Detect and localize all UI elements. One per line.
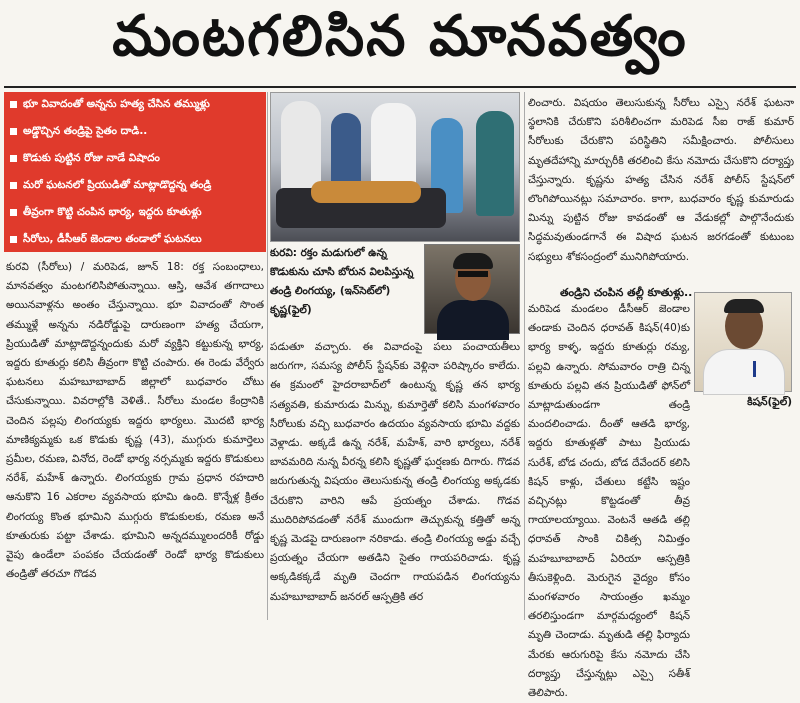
highlight-item [10, 179, 260, 192]
article-text: పడుతూ వచ్చారు. ఈ వివాదంపై పలు పంచాయతీలు జరుగగా, సమస్య పోలీస్ స్టేషన్‌కు వెళ్లినా పరిష్కారం కాలేదు. ఈ క్రమంలో హైదరాబాద్‌లో ఉంటున్న కృష్ణ తన భార్య సత్యవతి, కుమారుడు మిన్ను, కుమార్తెతో కలిసి మంగళవారం సీరోలుకు వచ్చి బుధవారం ఉదయం వ్యవసాయ భూమి వద్దకు వెళ్లాడు. అక్కడే ఉన్న నరేశ్, మహేశ్, వారి భార్యలు, నరేశ్ బావమరిది నున్న వీరన్న కలిసి కృష్ణతో ఘర్షణకు దిగారు. గొడవ జరుగుతున్న విషయం తెలుసుకున్న తండ్రి లింగయ్య అక్కడకు చేరుకొని వారిని ఆపే ప్రయత్నం చేశాడు. గొడవ ముదిరిపోవడంతో నరేశ్ ముందుగా తెచ్చుకున్న కత్తితో అన్న కృష్ణ మెడపై దారుణంగా నరికాడు. తండ్రి లింగయ్య అడ్డు వచ్చే ప్రయత్నం చేయగా అతడిని సైతం గాయపరిచాడు. కృష్ణ అక్కడికక్కడే మృతి చెందగా గాయపడిన లింగయ్యను మహబూబాబాద్ జనరల్ ఆస్పత్రికి తర [270, 341, 520, 603]
highlight-text: మరో ఘటనలో ప్రియుడితో మాట్లాడొద్దన్న తండ్రి [23, 179, 212, 191]
page-title: మంటగలిసిన మానవత్వం [112, 3, 688, 69]
article-column-2 [270, 338, 520, 620]
highlight-text: కొడుకు పుట్టిన రోజు నాడే విషాదం [23, 152, 160, 164]
photo-hair [453, 253, 493, 269]
article-column-3b-top [528, 300, 690, 700]
article-text: కురవి (సీరోలు) / మరిపెడ, జూన్ 18: రక్త సంబంధాలు, మానవత్వం మంటగలిసిపోతున్నాయి. ఆస్తి, ఆవేశ తగాదాలు అయినవాళ్లను అంతం చేస్తున్నాయి. భూ వివాదంతో సొంత తమ్ముళ్లే అన్నను నడిరోడ్డుపై దారుణంగా హత్య చేయగా, ప్రియుడితో మాట్లాడొద్దన్నందుకు మరో వ్యక్తిని కట్టుకున్న భార్య, ఇద్దరు కూతుర్లు కలిసి తీవ్రంగా కొట్టి చంపారు. ఈ రెండు వేర్వేరు ఘటనలు మహబూబాబాద్ జిల్లాలో బుధవారం చోటు చేసుకున్నాయి. వివరాల్లోకి వెళితే.. సీరోలు మండల కేంద్రానికి చెందిన పల్లపు లింగయ్యకు ఇద్దరు భార్యలు. మొదటి భార్య మాణిక్యమ్మకు ఒక కొడుకు కృష్ణ (43), ముగ్గురు కుమార్తెలు ప్రమీల, రమణ, వినోద, రెండో భార్య నర్సమ్మకు ఇద్దరు కొడుకులు నరేశ్, మహేశ్ ఉన్నారు. లింగయ్యకు గ్రామ ప్రధాన రహదారి ఆనుకొని 16 ఎకరాల వ్యవసాయ భూమి ఉంది. కొన్నేళ్ల క్రితం లింగయ్య కొంత భూమిని ముగ్గురు కొడుకులకు, రమణ అనే కూతురుకు పట్టా చేశాడు. భూమిని అన్నదమ్ములందరికీ రోడ్డు వైపు ఉండేలా పంపకం చేయడంతో రెండో భార్య కొడుకులు తండ్రితో తరచూ గొడవ [6, 261, 264, 581]
photo-kishan [694, 292, 792, 392]
column-divider [267, 92, 268, 620]
sub-heading: తండ్రిని చంపిన తల్లీ కూతుళ్లు.. [560, 286, 693, 299]
highlight-item [10, 206, 260, 219]
highlight-item [10, 233, 260, 246]
highlight-text: సీరోలు, డీసీఆర్ జెండాల తండాలో ఘటనలు [23, 233, 202, 245]
column-divider [524, 92, 525, 620]
bullet-icon [10, 182, 17, 189]
photo-glasses [458, 271, 488, 277]
highlight-text: భూ వివాదంతో అన్నను హత్య చేసిన తమ్ముళ్లు [23, 98, 210, 110]
highlight-text: అడ్డొచ్చిన తండ్రిపై సైతం దాడి.. [23, 125, 148, 137]
highlights-box [4, 92, 266, 252]
bullet-icon [10, 101, 17, 108]
article-text: లించారు. విషయం తెలుసుకున్న సీరోలు ఎస్సై నరేశ్ ఘటనా స్థలానికి చేరుకొని పరిశీలించగా మరిపెడ సీఐ రాజ్ కుమార్ సీరోలుకు చేరుకొని పరిస్థితిని సమీక్షించారు. పోలీసులు మృతదేహాన్ని మార్చురీకి తరలించి కేసు నమోదు చేసుకొని దర్యాప్తు చేస్తున్నారు. కృష్ణను హత్య చేసిన నరేశ్ పోలీస్ స్టేషన్‌లో లొంగిపోయినట్లు సమాచారం. కాగా, బుధవారం కృష్ణ కుమారుడు మిన్ను పుట్టిన రోజు కావడంతో ఆ వేడుకల్లో పాల్గొనేందుకు సిద్ధమవుతుండగానే ఈ విషాద ఘటన జరగడంతో కుటుంబ సభ్యులు శోకసంద్రంలో మునిగిపోయారు. [528, 97, 794, 263]
highlight-item [10, 125, 260, 138]
photo-caption: కురవి: రక్తం మడుగులో ఉన్న కొడుకును చూసి బోరున విలపిస్తున్న తండ్రి లింగయ్య, (ఇన్‌సెట్‌లో) కృష్ణ(ఫైల్) [270, 247, 414, 316]
photo-person [476, 111, 514, 216]
photo-victim [311, 181, 421, 203]
highlight-text: తీవ్రంగా కొట్టి చంపిన భార్య, ఇద్దరు కూతుళ్లు [23, 206, 202, 218]
article-text: మరిపెడ మండలం డీసీఆర్ జెండాల తండాకు చెందిన ధరావత్ కిషన్(40)కు భార్య కాళ్ళ, ఇద్దరు కూతుర్లు రమ్య, పల్లవి ఉన్నారు. సోమవారం రాత్రి చిన్న కూతురు పల్లవి తన ప్రియుడితో ఫోన్‌లో మాట్లాడుతుండగా తండ్రి మందలించాడు. దీంతో ఆతడి భార్య, ఇద్దరు కూతుళ్లతో పాటు ప్రియుడు సురేశ్, బోడ చందు, బోడ దేవేందర్ కలిసి కిషన్ కాళ్లు, చేతులు కట్టేసి ఇష్టం వచ్చినట్లు కొట్టడంతో తీవ్ర గాయాలయ్యాయి. వెంటనే ఆతడి తల్లి ధరావత్ సాంకి చికిత్స నిమిత్తం మహబూబాబాద్ ఏరియా ఆస్పత్రికి తీసుకెళ్లింది. మెరుగైన వైద్యం కోసం మంగళవారం సాయంత్రం ఖమ్మం తరలిస్తుండగా మార్గమధ్యంలో కిషన్ మృతి చెందాడు. మృతుడి తల్లి ఫిర్యాదు మేరకు ఆరుగురిపై కేసు నమోదు చేసి దర్యాప్తు చేస్తున్నట్లు ఎస్సై సతీశ్ తెలిపారు. [528, 303, 690, 700]
highlight-item [10, 98, 260, 111]
article-column-3 [528, 94, 794, 286]
news-photo-hospital [270, 92, 520, 242]
article-column-1 [6, 258, 264, 620]
photo-hair [724, 299, 764, 313]
photo-caption-right: కిషన్(ఫైల్) [747, 396, 792, 408]
highlight-item [10, 152, 260, 165]
title-divider [4, 86, 796, 88]
bullet-icon [10, 128, 17, 135]
photo-shirt [437, 300, 509, 340]
photo-shirt [703, 349, 785, 395]
bullet-icon [10, 236, 17, 243]
bullet-icon [10, 155, 17, 162]
photo-pen [753, 361, 756, 377]
bullet-icon [10, 209, 17, 216]
inset-photo-krishna [424, 244, 520, 334]
